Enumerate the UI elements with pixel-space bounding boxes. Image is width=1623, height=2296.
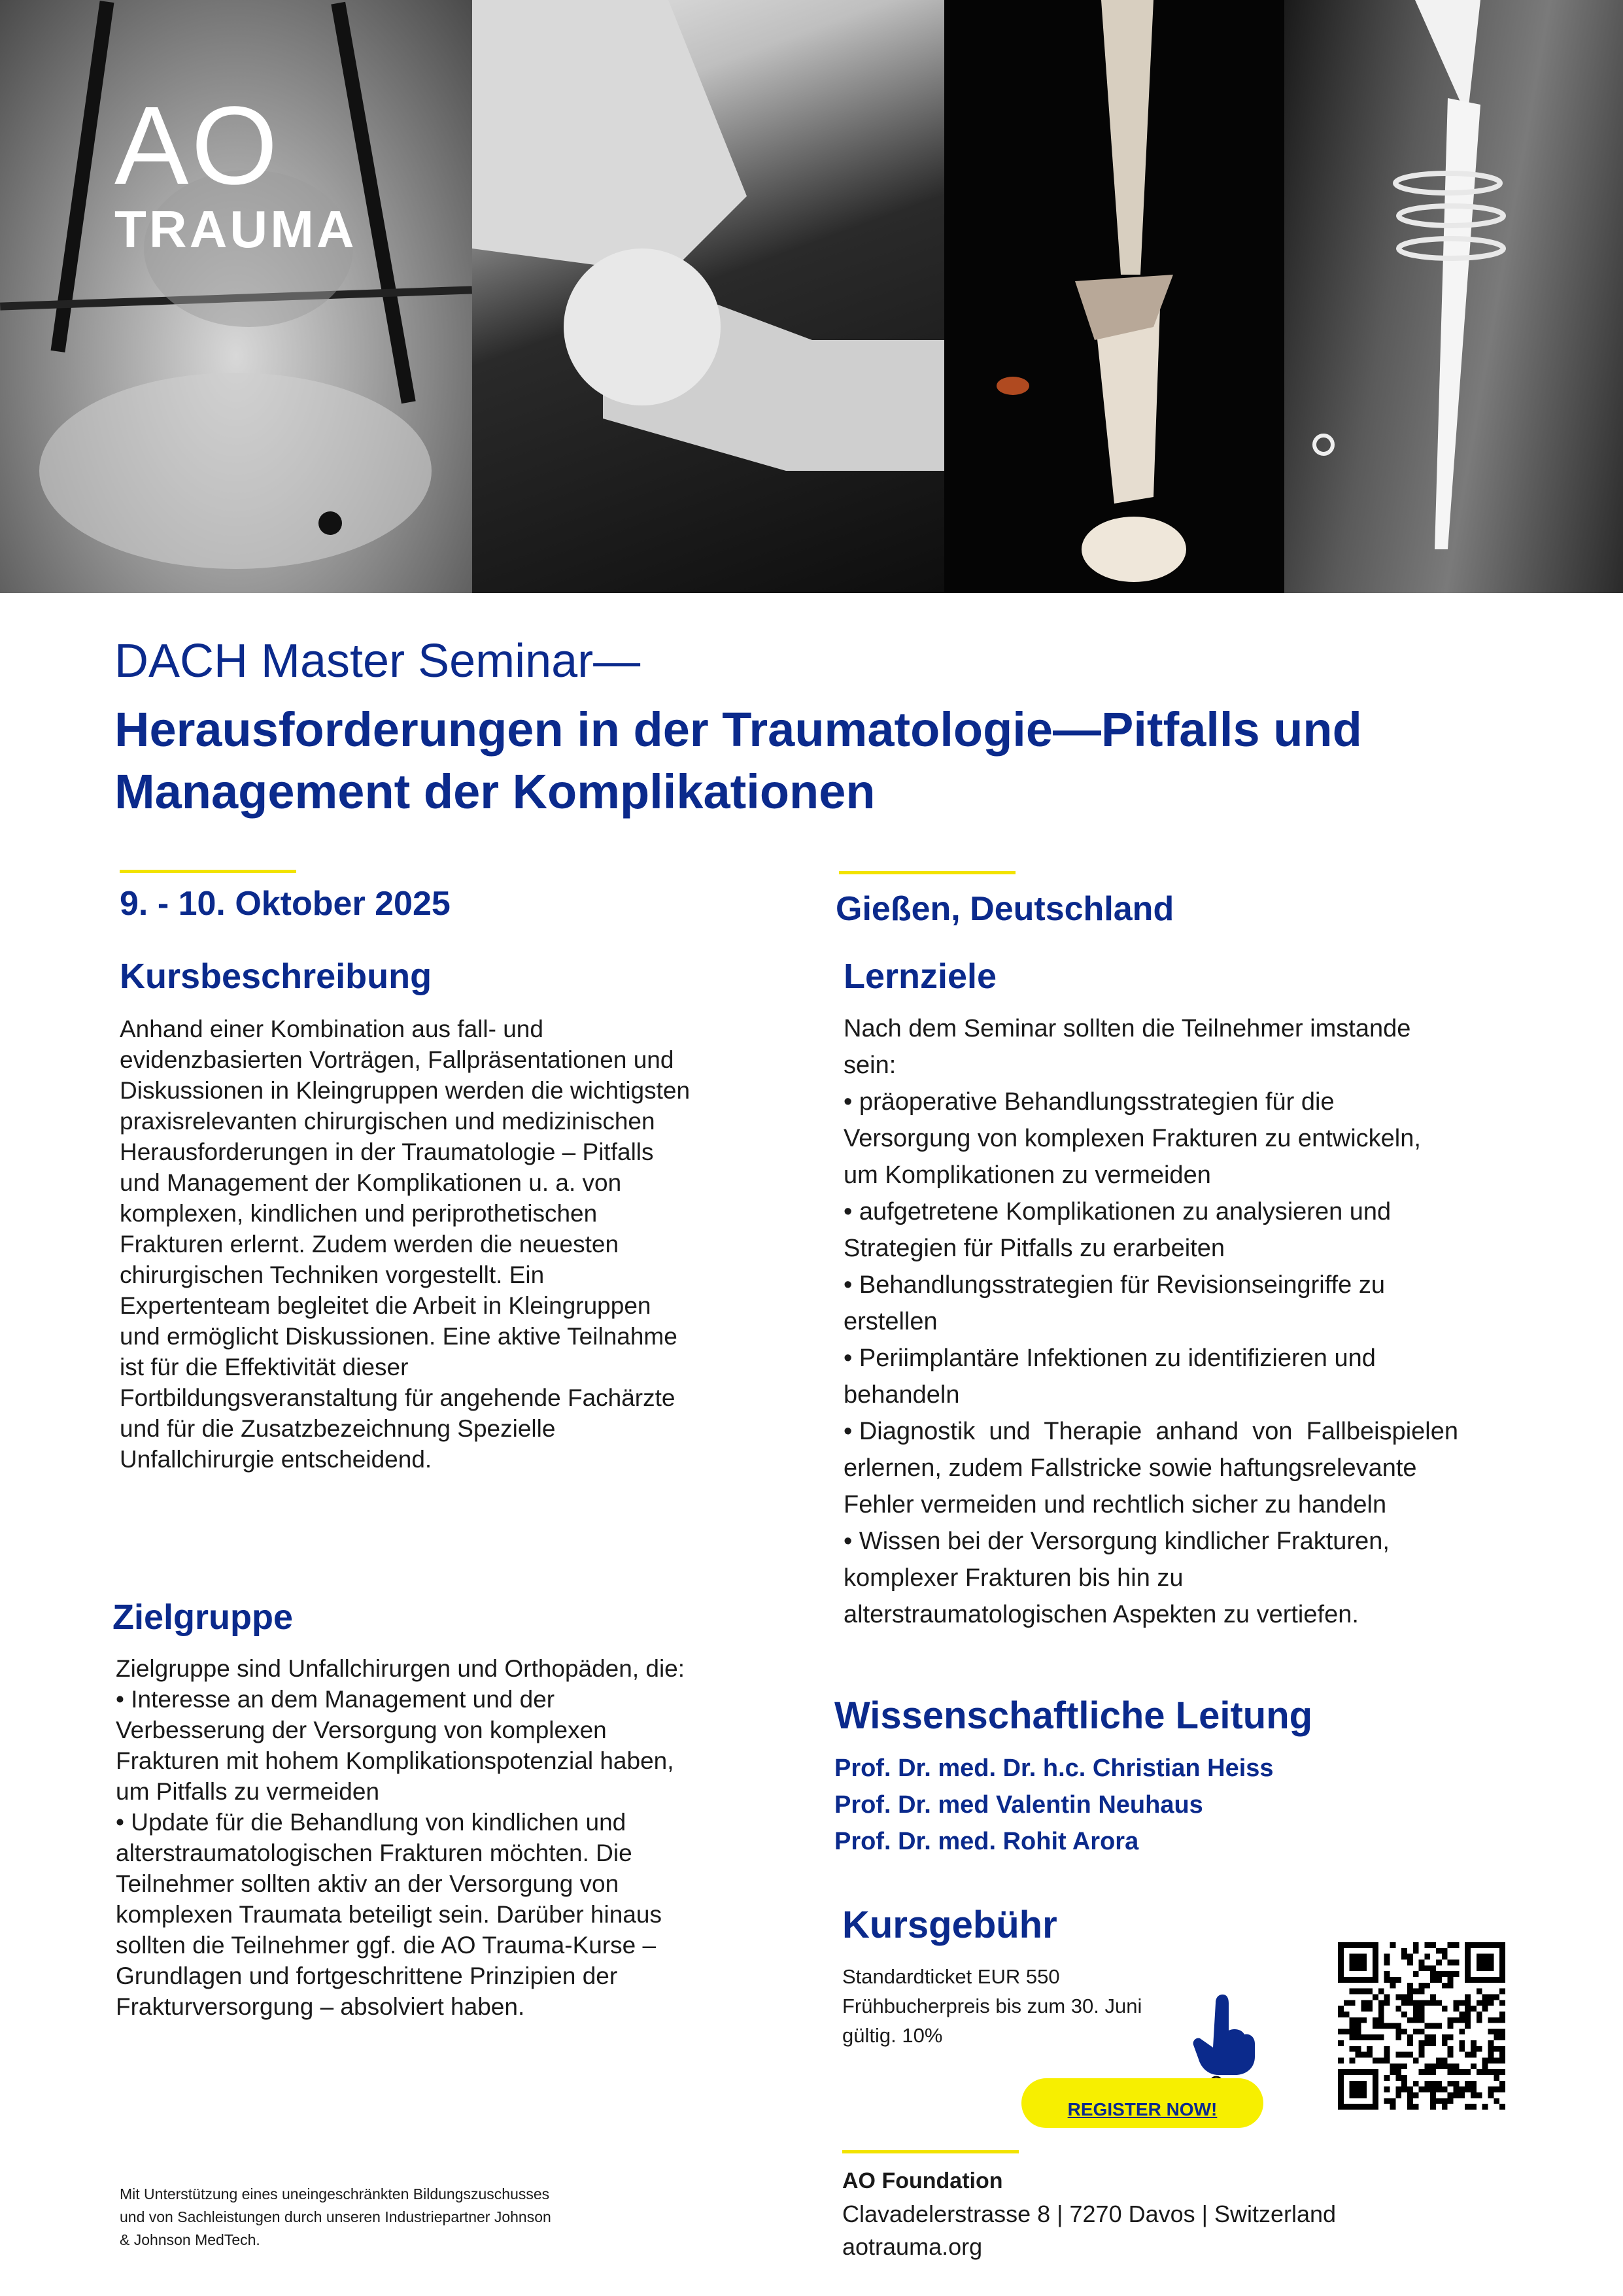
seminar-title: DACH Master Seminar— (114, 635, 641, 687)
ct-femur-fracture-image (944, 0, 1284, 593)
register-button-label: REGISTER NOW! (1067, 2099, 1218, 2119)
lernziele-text (844, 1010, 1537, 1633)
section-heading-kursbeschreibung: Kursbeschreibung (120, 957, 432, 996)
pointing-hand-icon (1187, 1991, 1259, 2089)
ao-trauma-logo (114, 84, 357, 259)
section-heading-leitung: Wissenschaftliche Leitung (834, 1694, 1313, 1737)
text-line: • Update für die Behandlung von kindlichen und (116, 1809, 626, 1836)
text-line: Verbesserung der Versorgung von komplexen (116, 1717, 607, 1743)
text-line: alterstraumatologischen Aspekten zu vertiefen. (844, 1601, 1359, 1628)
text-line: Fehler vermeiden und rechtlich sicher zu handeln (844, 1491, 1387, 1518)
text-line: Herausforderungen in der Traumatologie – Pitfalls (120, 1139, 654, 1165)
leader-name: Prof. Dr. med. Rohit Arora (834, 1828, 1139, 1855)
seminar-subtitle: Herausforderungen in der Traumatologie—Pitfalls und Management der Komplikationen (114, 702, 1362, 819)
text-line: • aufgetretene Komplikationen zu analysieren und (844, 1198, 1392, 1225)
text-line: Frakturversorgung – absolviert haben. (116, 1993, 525, 2020)
text-line: Grundlagen und fortgeschrittene Prinzipien der (116, 1962, 618, 1989)
text-line: Versorgung von komplexen Frakturen zu entwickeln, (844, 1125, 1421, 1152)
text-line: praxisrelevanten chirurgischen und medizinischen (120, 1108, 655, 1135)
text-line: und Management der Komplikationen u. a. von (120, 1169, 622, 1196)
fee-line: gültig. 10% (842, 2024, 943, 2047)
text-line: behandeln (844, 1381, 960, 1409)
leitung-names (834, 1750, 1554, 1860)
text-line: erlernen, zudem Fallstricke sowie haftungsrelevante (844, 1454, 1417, 1482)
text-line: • Diagnostik und Therapie anhand von Fallbeispielen (844, 1418, 1458, 1445)
text-line: um Pitfalls zu vermeiden (116, 1778, 380, 1805)
support-line: & Johnson MedTech. (120, 2231, 260, 2248)
section-heading-zielgruppe: Zielgruppe (112, 1598, 294, 1637)
leader-name: Prof. Dr. med. Dr. h.c. Christian Heiss (834, 1755, 1274, 1782)
footer-org: AO Foundation (842, 2168, 1003, 2193)
yellow-divider (842, 2150, 1019, 2153)
text-line: komplexen Traumata beteiligt sein. Darüber hinaus (116, 1901, 662, 1928)
qr-code-icon[interactable] (1338, 1942, 1505, 2110)
text-line: alterstraumatologischen Frakturen möchten. Die (116, 1840, 632, 1866)
yellow-divider (120, 870, 296, 873)
zielgruppe-text (116, 1653, 822, 2022)
text-line: Expertenteam begleitet die Arbeit in Kleingruppen (120, 1292, 651, 1319)
event-location: Gießen, Deutschland (836, 890, 1174, 928)
logo-trauma-text: TRAUMA (114, 200, 357, 258)
yellow-divider (839, 871, 1016, 874)
text-line: Diskussionen in Kleingruppen werden die wichtigsten (120, 1077, 691, 1104)
section-heading-kursgebuehr: Kursgebühr (842, 1904, 1057, 1946)
leader-name: Prof. Dr. med Valentin Neuhaus (834, 1791, 1203, 1819)
footer-address: Clavadelerstrasse 8 | 7270 Davos | Switzerland (842, 2201, 1337, 2227)
text-line: evidenzbasierten Vorträgen, Fallpräsentationen und (120, 1046, 674, 1073)
text-line: ist für die Effektivität dieser (120, 1354, 409, 1380)
text-line: und für die Zusatzbezeichnung Spezielle (120, 1415, 556, 1442)
text-line: erstellen (844, 1308, 938, 1335)
kursbeschreibung-text (120, 1014, 819, 1475)
text-line: chirurgischen Techniken vorgestellt. Ein (120, 1261, 545, 1288)
sponsor-support-note (120, 2183, 760, 2252)
text-line: Frakturen erlernt. Zudem werden die neuesten (120, 1231, 619, 1258)
text-line: Zielgruppe sind Unfallchirurgen und Orthopäden, die: (116, 1655, 685, 1682)
support-line: und von Sachleistungen durch unseren Industriepartner Johnson (120, 2208, 551, 2225)
text-line: Teilnehmer sollten aktiv an der Versorgung von (116, 1870, 619, 1897)
text-line: • Wissen bei der Versorgung kindlicher Frakturen, (844, 1528, 1390, 1555)
text-line: um Komplikationen zu vermeiden (844, 1161, 1211, 1189)
register-button[interactable] (1021, 2078, 1263, 2128)
event-date: 9. - 10. Oktober 2025 (120, 885, 451, 923)
section-heading-lernziele: Lernziele (844, 957, 997, 996)
text-line: Frakturen mit hohem Komplikationspotenzial haben, (116, 1747, 674, 1774)
fee-line: Frühbucherpreis bis zum 30. Juni (842, 1995, 1142, 2017)
text-line: Strategien für Pitfalls zu erarbeiten (844, 1235, 1225, 1262)
text-line: • präoperative Behandlungsstrategien für die (844, 1088, 1335, 1116)
fee-line: Standardticket EUR 550 (842, 1965, 1060, 1988)
footer-website-link[interactable]: aotrauma.org (842, 2233, 983, 2260)
xray-elbow-image (472, 0, 944, 593)
kursgebuehr-text (842, 1962, 1208, 2050)
text-line: Nach dem Seminar sollten die Teilnehmer imstande (844, 1015, 1411, 1042)
text-line: sollten die Teilnehmer ggf. die AO Trauma-Kurse – (116, 1932, 657, 1959)
text-line: • Behandlungsstrategien für Revisionseingriffe zu (844, 1271, 1385, 1299)
text-line: Fortbildungsveranstaltung für angehende Fachärzte (120, 1384, 675, 1411)
text-line: und ermöglicht Diskussionen. Eine aktive Teilnahme (120, 1323, 677, 1350)
text-line: • Periimplantäre Infektionen zu identifizieren und (844, 1345, 1376, 1372)
xray-femur-implant-image (1284, 0, 1623, 593)
text-line: komplexer Frakturen bis hin zu (844, 1564, 1184, 1592)
support-line: Mit Unterstützung eines uneingeschränkten Bildungszuschusses (120, 2185, 550, 2202)
text-line: • Interesse an dem Management und der (116, 1686, 555, 1713)
text-line: sein: (844, 1052, 897, 1079)
text-line: Unfallchirurgie entscheidend. (120, 1446, 432, 1473)
logo-ao-text: AO (114, 84, 281, 208)
text-line: komplexen, kindlichen und periprothetischen (120, 1200, 598, 1227)
text-line: Anhand einer Kombination aus fall- und (120, 1016, 543, 1042)
